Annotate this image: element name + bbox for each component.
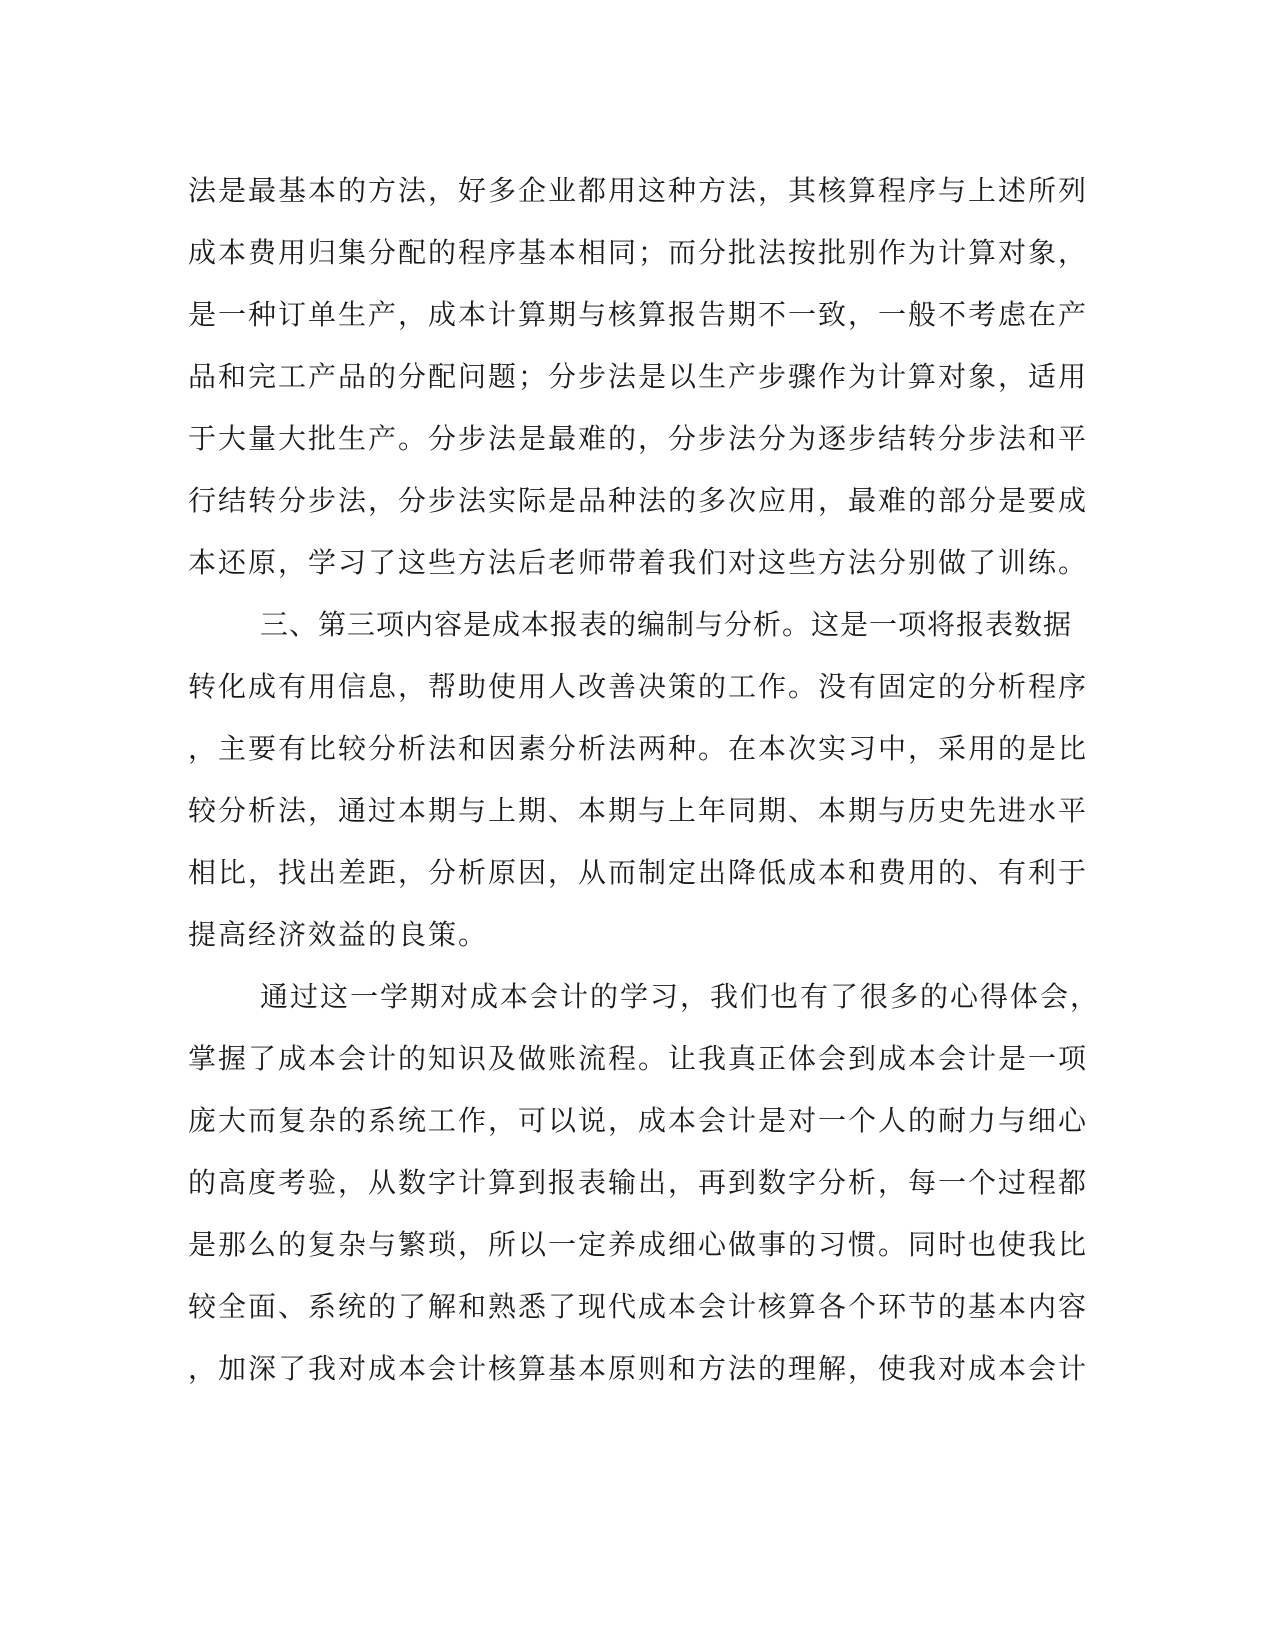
body-text: [188, 160, 1101, 1400]
text-line: 本还原，学习了这些方法后老师带着我们对这些方法分别做了训练。: [188, 546, 1089, 579]
text-line: 掌握了成本会计的知识及做账流程。让我真正体会到成本会计是一项: [188, 1042, 1089, 1075]
text-line: ，加深了我对成本会计核算基本原则和方法的理解，使我对成本会计: [188, 1352, 1089, 1385]
text-line: 庞大而复杂的系统工作，可以说，成本会计是对一个人的耐力与细心: [188, 1104, 1089, 1137]
section-three-first-line: 三、第三项内容是成本报表的编制与分析。这是一项将报表数据: [260, 608, 1073, 641]
text-line: 是那么的复杂与繁琐，所以一定养成细心做事的习惯。同时也使我比: [188, 1228, 1089, 1261]
summary-first-line: 通过这一学期对成本会计的学习，我们也有了很多的心得体会，: [260, 980, 1101, 1013]
text-line: 提高经济效益的良策。: [188, 918, 489, 951]
text-line: 的高度考验，从数字计算到报表输出，再到数字分析，每一个过程都: [188, 1166, 1089, 1199]
text-line: 相比，找出差距，分析原因，从而制定出降低成本和费用的、有利于: [188, 856, 1089, 889]
text-line: 成本费用归集分配的程序基本相同；而分批法按批别作为计算对象，: [188, 236, 1089, 269]
text-line: 较全面、系统的了解和熟悉了现代成本会计核算各个环节的基本内容: [188, 1290, 1089, 1323]
text-line: 较分析法，通过本期与上期、本期与上年同期、本期与历史先进水平: [188, 794, 1089, 827]
text-line: ，主要有比较分析法和因素分析法两种。在本次实习中，采用的是比: [188, 732, 1089, 765]
text-line: 是一种订单生产，成本计算期与核算报告期不一致，一般不考虑在产: [188, 298, 1089, 331]
text-line: 于大量大批生产。分步法是最难的，分步法分为逐步结转分步法和平: [188, 422, 1089, 455]
text-line: 法是最基本的方法，好多企业都用这种方法，其核算程序与上述所列: [188, 174, 1089, 207]
text-line: 行结转分步法，分步法实际是品种法的多次应用，最难的部分是要成: [188, 484, 1089, 517]
text-line: 品和完工产品的分配问题；分步法是以生产步骤作为计算对象，适用: [188, 360, 1089, 393]
text-line: 转化成有用信息，帮助使用人改善决策的工作。没有固定的分析程序: [188, 670, 1089, 703]
